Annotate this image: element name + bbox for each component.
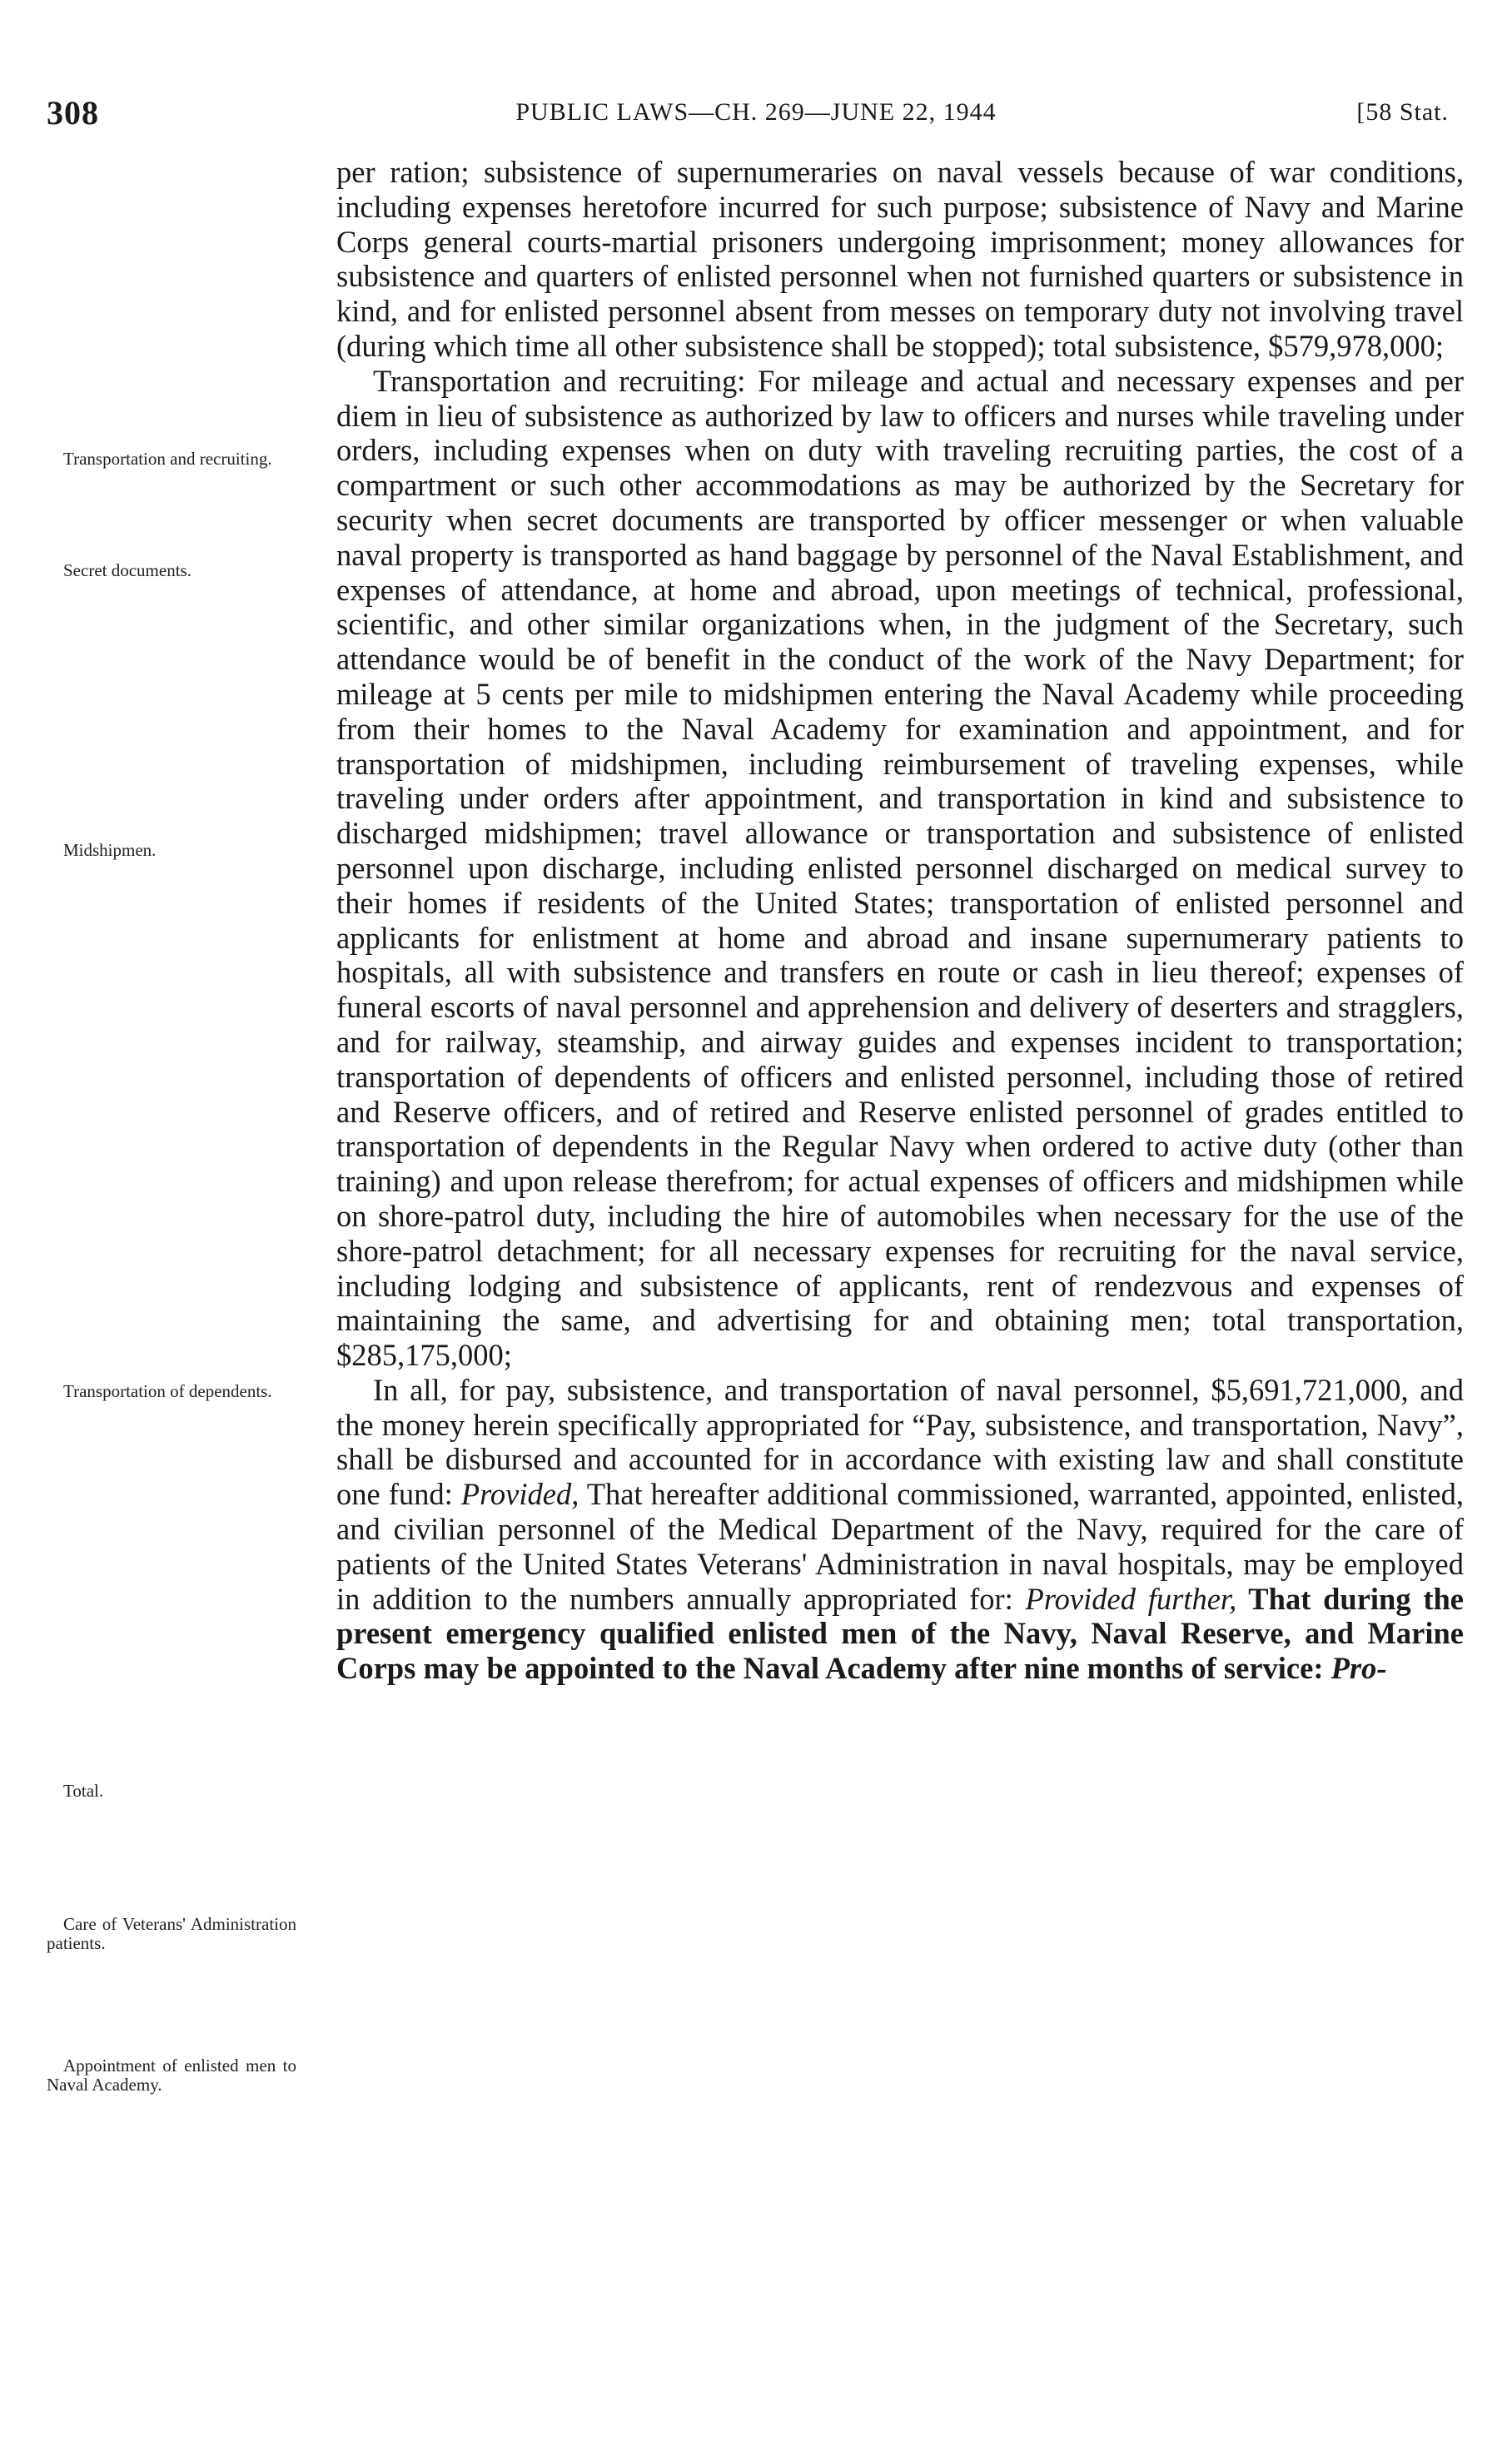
margin-note-naval-academy-appointment: Appointment of enlisted men to Naval Academy.	[47, 2056, 296, 2095]
paragraph-text-b: That hereafter additional commissioned, warranted, appointed, enlisted, and civilian personnel of the Medical Department of the Navy, required for the care of patients of the United States Veterans' Administration in naval hospitals, may be employed in addition to the numbers annually appropriated for:	[336, 1477, 1465, 1616]
margin-note-midshipmen: Midshipmen.	[63, 840, 157, 860]
margin-note-transportation-recruiting: Transportation and recruiting.	[63, 449, 272, 469]
margin-note-veterans-patients: Care of Veterans' Administration patients.	[47, 1914, 296, 1953]
proviso-label: Provided,	[460, 1477, 579, 1512]
margin-note-total: Total.	[63, 1781, 104, 1801]
margin-note-secret-documents: Secret documents.	[63, 560, 191, 580]
paragraph-text-c: That during the present emergency qualified enlisted men of the Navy, Naval Reserve, and Marine Corps may be appointed to the Naval Academy after nine months of service:	[336, 1581, 1464, 1686]
volume-reference: [58 Stat.	[1356, 98, 1449, 126]
margin-notes	[47, 0, 321, 2451]
page-number: 308	[47, 94, 99, 132]
proviso-further-label: Provided further,	[1025, 1581, 1237, 1616]
paragraph-total-appropriation	[336, 1373, 1464, 1686]
body-text	[336, 155, 1464, 1686]
paragraph-subsistence: per ration; subsistence of supernumeraries on naval vessels because of war conditions, including expenses heretofore incurred for such purpose; subsistence of Navy and Marine Corps general courts-martial prisoners undergoing imprisonment; money allowances for subsistence and quarters of enlisted personnel when not furnished quarters or subsistence in kind, and for enlisted personnel absent from messes on temporary duty not involving travel (during which time all other subsistence shall be stopped); total subsistence, $579,978,000;	[336, 155, 1464, 363]
continued-word: Pro-	[1330, 1651, 1387, 1686]
paragraph-text-a: In all, for pay, subsistence, and transportation of naval personnel, $5,691,721,000, and the money herein specifically appropriated for “Pay, subsistence, and transportation, Navy”, shall be disbursed and accounted for in accordance with existing law and shall constitute one fund:	[336, 1372, 1464, 1512]
paragraph-transportation-recruiting: Transportation and recruiting: For mileage and actual and necessary expenses and per diem in lieu of subsistence as authorized by law to officers and nurses while traveling under orders, including expenses when on duty with traveling recruiting parties, the cost of a compartment or such other accommodations as may be authorized by the Secretary for security when secret documents are transported by officer messenger or when valuable naval property is transported as hand baggage by personnel of the Naval Establishment, and expenses of attendance, at home and abroad, upon meetings of technical, professional, scientific, and other similar organizations when, in the judgment of the Secretary, such attendance would be of benefit in the conduct of the work of the Navy Department; for mileage at 5 cents per mile to midshipmen entering the Naval Academy while proceeding from their homes to the Naval Academy for examination and appointment, and for transportation of midshipmen, including reimbursement of traveling expenses, while traveling under orders after appointment, and transportation in kind and subsistence to discharged midshipmen; travel allowance or transportation and subsistence of enlisted personnel upon discharge, including enlisted personnel discharged on medical survey to their homes if residents of the United States; transportation of enlisted personnel and applicants for enlistment at home and abroad and insane supernumerary patients to hospitals, all with subsistence and transfers en route or cash in lieu thereof; expenses of funeral escorts of naval personnel and apprehension and delivery of deserters and stragglers, and for railway, steamship, and airway guides and expenses incident to transportation; transportation of dependents of officers and enlisted personnel, including those of retired and Reserve officers, and of retired and Reserve enlisted personnel of grades entitled to transportation of dependents in the Regular Navy when ordered to active duty (other than training) and upon release therefrom; for actual expenses of officers and midshipmen while on shore-patrol duty, including the hire of automobiles when necessary for the use of the shore-patrol detachment; for all necessary expenses for recruiting for the naval service, including lodging and subsistence of applicants, rent of rendezvous and expenses of maintaining the same, and advertising for and obtaining men; total transportation, $285,175,000;	[336, 363, 1464, 1373]
margin-note-transportation-dependents: Transportation of dependents.	[63, 1381, 272, 1401]
running-head: PUBLIC LAWS—CH. 269—JUNE 22, 1944	[515, 98, 997, 126]
